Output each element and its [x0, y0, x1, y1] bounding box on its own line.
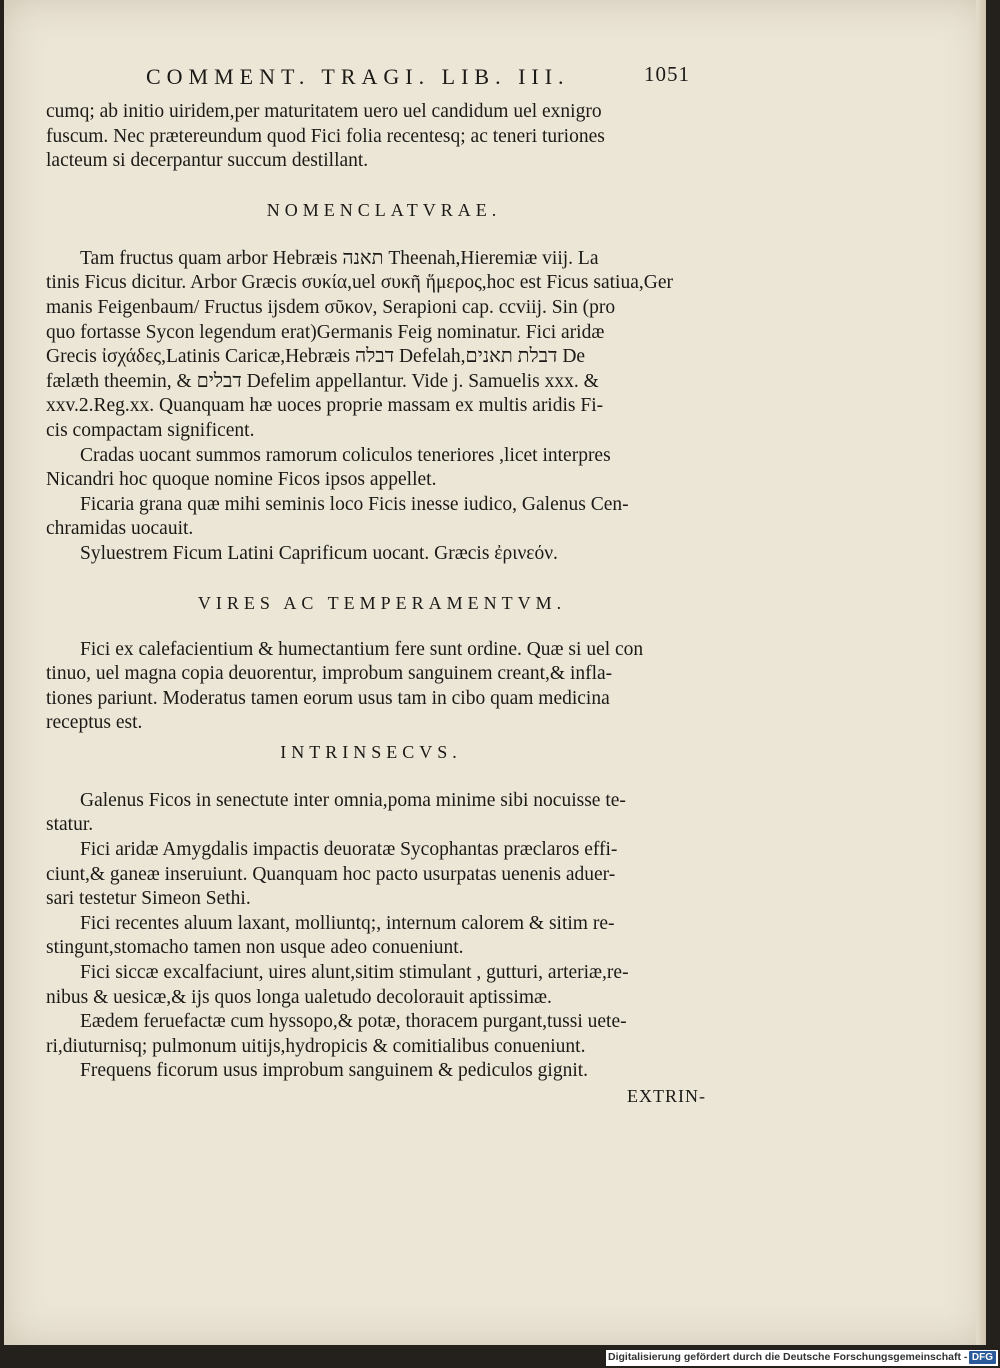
text-line: statur.: [46, 814, 94, 836]
text-line: Fici aridæ Amygdalis impactis deuoratæ Sycophantas præclaros effi-: [80, 839, 618, 861]
text-line: sari testetur Simeon Sethi.: [46, 888, 251, 910]
text-line: Grecis ἰσχάδες,Latinis Caricæ,Hebræis דבלה Defelah,דבלת תאנים De: [46, 346, 586, 368]
text-line: chramidas uocauit.: [46, 518, 194, 540]
text-line: Frequens ficorum usus improbum sanguinem & pediculos gignit.: [80, 1060, 589, 1082]
section-vires: [46, 593, 712, 736]
footer-credit-text: Digitalisierung gefördert durch die Deutsche Forschungsgemeinschaft -: [608, 1351, 968, 1363]
text-line: receptus est.: [46, 712, 143, 734]
paragraph: [46, 912, 712, 961]
text-block: [46, 62, 712, 1107]
book-page: [4, 0, 986, 1345]
intro-paragraph: [46, 100, 712, 174]
text-line: xxv.2.Reg.xx. Quanquam hæ uoces proprie massam ex multis aridis Fi-: [46, 395, 604, 417]
text-line: ciunt,& ganeæ inseruiunt. Quanquam hoc pacto usurpatas uenenis aduer-: [46, 863, 616, 885]
catchword: EXTRIN-: [627, 1086, 706, 1106]
paragraph: [46, 838, 712, 912]
section-heading: VIRES AC TEMPERAMENTVM.: [197, 592, 567, 613]
paragraph: [46, 1059, 712, 1084]
text-line: tinis Ficus dicitur. Arbor Græcis συκία,uel συκῆ ἥμερος,hoc est Ficus satiua,Ger: [46, 272, 673, 294]
text-line: nibus & uesicæ,& ijs quos longa ualetudo decolorauit aptissimæ.: [46, 986, 552, 1008]
text-line: tinuo, uel magna copia deuorentur, improbum sanguinem creant,& infla-: [46, 663, 613, 685]
paragraph: [46, 493, 712, 542]
text-line: cis compactam significent.: [46, 419, 255, 441]
paragraph: [46, 444, 712, 493]
paragraph: [46, 961, 712, 1010]
text-line: cumq; ab initio uiridem,per maturitatem uero uel candidum uel exnigro: [46, 101, 602, 122]
digitization-footer: [606, 1350, 998, 1366]
text-line: Cradas uocant summos ramorum coliculos teneriores ,licet interpres: [80, 444, 611, 466]
section-heading: NOMENCLATVRAE.: [266, 199, 502, 220]
text-line: Fici ex calefacientium & humectantium fere sunt ordine. Quæ si uel con: [80, 638, 644, 660]
dfg-logo: DFG: [969, 1351, 996, 1364]
text-line: fuscum. Nec prætereundum quod Fici folia recentesq; ac teneri turiones: [46, 125, 605, 147]
text-line: Ficaria grana quæ mihi seminis loco Ficis inesse iudico, Galenus Cen-: [80, 493, 629, 515]
section-heading: INTRINSECVS.: [280, 741, 462, 762]
page-edge: [976, 0, 986, 1345]
running-head-title: COMMENT. TRAGI. LIB. III.: [146, 64, 570, 89]
text-line: lacteum si decerpantur succum destillant.: [46, 150, 369, 172]
paragraph: [46, 638, 712, 736]
text-line: ri,diuturnisq; pulmonum uitijs,hydropicis & comitialibus conueniunt.: [46, 1035, 586, 1057]
paragraph: [46, 789, 712, 838]
text-line: Syluestrem Ficum Latini Caprificum uocant. Græcis ἐρινεόν.: [80, 542, 558, 564]
paragraph: [46, 247, 712, 444]
text-line: stingunt,stomacho tamen non usque adeo conueniunt.: [46, 937, 464, 959]
page-number: 1051: [644, 62, 690, 86]
text-line: quo fortasse Sycon legendum erat)Germanis Feig nominatur. Fici aridæ: [46, 321, 605, 343]
text-line: Fici siccæ excalfaciunt, uires alunt,sitim stimulant , gutturi, arteriæ,re-: [80, 962, 629, 984]
text-line: manis Feigenbaum/ Fructus ijsdem σῦκον, Serapioni cap. ccviij. Sin (pro: [46, 296, 616, 318]
paragraph: [46, 542, 712, 567]
text-line: Fici recentes aluum laxant, molliuntq;, internum calorem & sitim re-: [80, 912, 615, 934]
paragraph: [46, 1010, 712, 1059]
running-head: [46, 62, 712, 100]
section-nomenclature: [46, 200, 712, 567]
text-line: Eædem feruefactæ cum hyssopo,& potæ, thoracem purgant,tussi uete-: [80, 1011, 627, 1033]
text-line: Galenus Ficos in senectute inter omnia,poma minime sibi nocuisse te-: [80, 789, 626, 811]
text-line: Tam fructus quam arbor Hebræis תאנה Theenah,Hieremiæ viij. La: [80, 247, 599, 269]
text-line: Nicandri hoc quoque nomine Ficos ipsos appellet.: [46, 469, 437, 491]
text-line: tiones pariunt. Moderatus tamen eorum usus tam in cibo quam medicina: [46, 687, 610, 709]
text-line: fælæth theemin, & דבלים Defelim appellantur. Vide j. Samuelis xxx. &: [46, 370, 599, 392]
section-intrinsecus: [46, 742, 712, 1084]
